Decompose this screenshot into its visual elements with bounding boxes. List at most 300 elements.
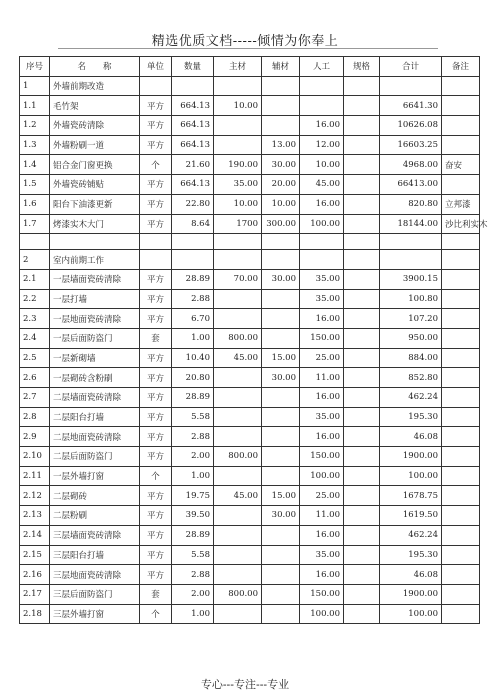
cell-aux-material [262,116,300,136]
cell-name: 室内前期工作 [50,250,140,270]
cell-index: 2.2 [20,289,50,309]
cell-index: 2.3 [20,309,50,329]
cell-quantity: 1.00 [172,328,214,348]
cell-spec [344,565,380,585]
cell-index: 2.5 [20,348,50,368]
table-row [20,407,480,427]
cell-name: 二层后面防盗门 [50,447,140,467]
cell-total: 10626.08 [380,116,442,136]
cell-main-material [214,604,262,624]
cell-name: 外墙粉刷一道 [50,135,140,155]
cell-spec [344,76,380,96]
table-row [20,525,480,545]
cell-quantity [172,76,214,96]
cell-remark [442,466,480,486]
cell-name: 烤漆实木大门 [50,214,140,234]
cell-labor: 16.00 [300,388,344,408]
cell-name: 外墙前期改造 [50,76,140,96]
cell-aux-material [262,309,300,329]
table-row [20,506,480,526]
cell-main-material: 10.00 [214,96,262,116]
cell-main-material [214,506,262,526]
cell-name: 三层后面防盗门 [50,584,140,604]
cell-main-material: 45.00 [214,348,262,368]
cell-main-material: 800.00 [214,328,262,348]
cell-main-material [214,234,262,250]
table-row [20,328,480,348]
cell-unit: 个 [140,155,172,175]
cell-total [380,234,442,250]
cell-aux-material: 30.00 [262,506,300,526]
cell-name: 二层地面瓷砖清除 [50,427,140,447]
cell-remark [442,348,480,368]
cell-total: 100.80 [380,289,442,309]
cell-name: 一层后面防盗门 [50,328,140,348]
col-header-index: 序号 [20,57,50,77]
cell-labor: 35.00 [300,545,344,565]
cell-labor [300,250,344,270]
cell-aux-material [262,584,300,604]
table-body [20,76,488,624]
cell-main-material: 10.00 [214,194,262,214]
page-footer: 专心---专注---专业 [200,678,290,691]
cell-remark [442,604,480,624]
cell-aux-material: 10.00 [262,194,300,214]
cell-labor: 16.00 [300,525,344,545]
table-row [20,194,480,214]
cell-spec [344,368,380,388]
cell-remark [442,328,480,348]
cell-quantity: 21.60 [172,155,214,175]
table-row [20,368,480,388]
cell-main-material [214,545,262,565]
col-header-remark: 备注 [442,57,480,77]
cell-unit: 平方 [140,388,172,408]
table-row [20,135,480,155]
cell-labor: 45.00 [300,175,344,195]
col-header-quantity: 数量 [172,57,214,77]
cell-total [380,76,442,96]
cell-name: 外墙瓷砖铺贴 [50,175,140,195]
cell-unit: 平方 [140,194,172,214]
cell-index: 2.15 [20,545,50,565]
cell-quantity: 39.50 [172,506,214,526]
cell-remark [442,76,480,96]
cell-spec [344,214,380,234]
cell-labor: 11.00 [300,368,344,388]
cell-aux-material [262,565,300,585]
cell-total: 46.08 [380,565,442,585]
table-row [20,388,480,408]
cell-quantity: 2.88 [172,427,214,447]
cell-index: 2.18 [20,604,50,624]
col-header-aux-material: 辅材 [262,57,300,77]
cell-labor: 25.00 [300,486,344,506]
cell-aux-material: 30.00 [262,368,300,388]
cell-index: 2.16 [20,565,50,585]
cell-aux-material [262,466,300,486]
cell-main-material: 70.00 [214,269,262,289]
cell-name: 一层打墙 [50,289,140,309]
cell-main-material [214,309,262,329]
cell-remark [442,506,480,526]
cell-quantity: 8.64 [172,214,214,234]
cell-index: 2.8 [20,407,50,427]
cell-labor: 16.00 [300,309,344,329]
cell-main-material: 800.00 [214,447,262,467]
cell-aux-material: 13.00 [262,135,300,155]
cell-index: 1.7 [20,214,50,234]
cell-aux-material [262,96,300,116]
cell-main-material [214,565,262,585]
cell-remark [442,427,480,447]
cell-unit: 平方 [140,135,172,155]
cell-total: 1900.00 [380,447,442,467]
cell-main-material: 1700 [214,214,262,234]
cell-quantity: 19.75 [172,486,214,506]
cell-index: 1.4 [20,155,50,175]
cell-labor: 10.00 [300,155,344,175]
cell-total: 462.24 [380,525,442,545]
cell-main-material: 800.00 [214,584,262,604]
cell-labor: 16.00 [300,116,344,136]
cell-unit: 平方 [140,545,172,565]
cell-labor: 11.00 [300,506,344,526]
cell-labor [300,96,344,116]
cell-index: 2.12 [20,486,50,506]
cell-spec [344,250,380,270]
cell-labor: 150.00 [300,584,344,604]
col-header-name: 名 称 [50,57,140,77]
cell-main-material [214,76,262,96]
cell-aux-material [262,76,300,96]
page-header: 精选优质文档-----倾情为你奉上 [151,34,339,49]
cell-spec [344,194,380,214]
col-header-spec: 规格 [344,57,380,77]
table-row [20,309,480,329]
table-row [20,466,480,486]
cell-remark [442,388,480,408]
cell-aux-material [262,289,300,309]
cell-quantity [172,250,214,270]
cell-unit: 平方 [140,447,172,467]
cell-unit: 平方 [140,525,172,545]
cell-main-material [214,289,262,309]
cell-name: 三层地面瓷砖清除 [50,565,140,585]
cell-unit [140,234,172,250]
cell-spec [344,234,380,250]
cell-quantity: 2.88 [172,565,214,585]
cell-spec [344,388,380,408]
col-header-total: 合计 [380,57,442,77]
cell-total: 1619.50 [380,506,442,526]
table-row [20,250,480,270]
cell-quantity: 664.13 [172,135,214,155]
table-row [20,604,480,624]
cell-labor: 150.00 [300,447,344,467]
cell-spec [344,96,380,116]
cell-main-material [214,466,262,486]
cell-name: 二层阳台打墙 [50,407,140,427]
table-row [20,486,480,506]
cell-quantity: 664.13 [172,96,214,116]
cell-remark: 沙比利实木 [442,214,480,234]
cell-remark [442,565,480,585]
cell-total: 66413.00 [380,175,442,195]
cell-spec [344,116,380,136]
cell-unit: 平方 [140,368,172,388]
table-row [20,348,480,368]
cell-quantity: 10.40 [172,348,214,368]
cell-quantity: 28.89 [172,269,214,289]
cell-remark [442,175,480,195]
cell-main-material: 45.00 [214,486,262,506]
cell-total: 46.08 [380,427,442,447]
cell-total: 107.20 [380,309,442,329]
cell-name: 一层砌砖含粉刷 [50,368,140,388]
cell-total: 195.30 [380,545,442,565]
cell-name: 毛竹架 [50,96,140,116]
table-row [20,427,480,447]
cell-remark [442,368,480,388]
cell-unit [140,76,172,96]
cell-total: 1900.00 [380,584,442,604]
cell-remark [442,309,480,329]
cell-labor: 16.00 [300,194,344,214]
cell-name: 三层阳台打墙 [50,545,140,565]
cell-index: 1 [20,76,50,96]
cell-spec [344,309,380,329]
cell-spec [344,447,380,467]
cell-index: 2.10 [20,447,50,467]
table-row [20,289,480,309]
cell-spec [344,525,380,545]
cell-spec [344,506,380,526]
cell-remark [442,135,480,155]
cell-remark [442,545,480,565]
cell-main-material [214,388,262,408]
cell-spec [344,135,380,155]
cell-unit: 平方 [140,214,172,234]
col-header-main-material: 主材 [214,57,262,77]
cell-name: 一层地面瓷砖清除 [50,309,140,329]
cell-name: 二层墙面瓷砖清除 [50,388,140,408]
cell-total: 3900.15 [380,269,442,289]
cell-index: 2 [20,250,50,270]
cell-unit: 平方 [140,309,172,329]
cell-name: 三层墙面瓷砖清除 [50,525,140,545]
cell-main-material: 35.00 [214,175,262,195]
cell-main-material: 190.00 [214,155,262,175]
cell-name: 二层粉刷 [50,506,140,526]
cell-aux-material [262,447,300,467]
cell-remark [442,250,480,270]
cell-spec [344,407,380,427]
cell-index: 2.1 [20,269,50,289]
cell-main-material [214,135,262,155]
table-header-row [20,57,480,77]
cell-index: 2.7 [20,388,50,408]
cell-name: 铝合金门窗更换 [50,155,140,175]
cell-aux-material: 30.00 [262,269,300,289]
cell-quantity: 20.80 [172,368,214,388]
cell-name [50,234,140,250]
table-row [20,584,480,604]
cell-unit: 平方 [140,175,172,195]
cell-quantity: 664.13 [172,116,214,136]
cell-unit: 平方 [140,506,172,526]
table-row [20,116,480,136]
header-divider [58,48,438,49]
cell-aux-material [262,427,300,447]
cell-labor: 100.00 [300,604,344,624]
cell-unit: 个 [140,604,172,624]
cell-aux-material [262,328,300,348]
cell-index: 1.3 [20,135,50,155]
cell-name: 一层墙面瓷砖清除 [50,269,140,289]
cell-remark: 立邦漆 [442,194,480,214]
cell-quantity: 2.00 [172,447,214,467]
cell-remark [442,234,480,250]
cell-quantity: 1.00 [172,466,214,486]
cell-labor: 35.00 [300,269,344,289]
cell-unit [140,250,172,270]
cell-remark: 奋安 [442,155,480,175]
cell-name: 一层新砌墙 [50,348,140,368]
cell-spec [344,584,380,604]
cell-total: 195.30 [380,407,442,427]
cell-unit: 平方 [140,486,172,506]
table-row [20,565,480,585]
cell-quantity: 5.58 [172,545,214,565]
cell-spec [344,175,380,195]
cell-quantity: 6.70 [172,309,214,329]
cell-aux-material [262,407,300,427]
cell-total: 884.00 [380,348,442,368]
cell-aux-material [262,388,300,408]
cell-aux-material: 30.00 [262,155,300,175]
cell-main-material [214,368,262,388]
cell-spec [344,348,380,368]
table-row [20,214,480,234]
cell-total: 820.80 [380,194,442,214]
cell-main-material [214,407,262,427]
table-row [20,269,480,289]
table-row [20,76,480,96]
cell-aux-material [262,525,300,545]
cell-labor: 16.00 [300,427,344,447]
cell-remark [442,584,480,604]
cell-quantity: 22.80 [172,194,214,214]
cell-total [380,250,442,270]
cell-name: 二层砌砖 [50,486,140,506]
cell-labor [300,234,344,250]
cell-total: 4968.00 [380,155,442,175]
cell-remark [442,447,480,467]
cell-labor: 25.00 [300,348,344,368]
cell-name: 三层外墙打窗 [50,604,140,624]
cell-remark [442,486,480,506]
cell-name: 一层外墙打窗 [50,466,140,486]
cell-total: 6641.30 [380,96,442,116]
cell-spec [344,155,380,175]
cell-spec [344,604,380,624]
cell-index: 1.1 [20,96,50,116]
cell-aux-material: 15.00 [262,348,300,368]
cell-labor: 100.00 [300,466,344,486]
cell-unit: 平方 [140,289,172,309]
cell-spec [344,427,380,447]
cell-unit: 个 [140,466,172,486]
cell-spec [344,545,380,565]
cell-main-material [214,250,262,270]
cell-aux-material: 15.00 [262,486,300,506]
cell-index: 2.9 [20,427,50,447]
cell-labor: 12.00 [300,135,344,155]
col-header-unit: 单位 [140,57,172,77]
cell-index: 2.11 [20,466,50,486]
cell-aux-material: 300.00 [262,214,300,234]
cell-total: 100.00 [380,466,442,486]
cell-spec [344,289,380,309]
cell-index: 2.13 [20,506,50,526]
cell-unit: 平方 [140,348,172,368]
cell-labor: 16.00 [300,565,344,585]
cell-unit: 平方 [140,96,172,116]
cell-index: 2.17 [20,584,50,604]
table-row [20,175,480,195]
cell-index: 1.2 [20,116,50,136]
cell-quantity: 5.58 [172,407,214,427]
cell-total: 1678.75 [380,486,442,506]
cell-total: 462.24 [380,388,442,408]
cell-unit: 平方 [140,116,172,136]
cell-labor: 100.00 [300,214,344,234]
cell-spec [344,328,380,348]
cell-labor: 35.00 [300,289,344,309]
cell-total: 950.00 [380,328,442,348]
cell-total: 18144.00 [380,214,442,234]
cell-labor [300,76,344,96]
cell-quantity: 2.88 [172,289,214,309]
cell-labor: 35.00 [300,407,344,427]
cell-index: 2.14 [20,525,50,545]
cell-quantity: 28.89 [172,388,214,408]
cell-total: 100.00 [380,604,442,624]
cell-remark [442,116,480,136]
cell-main-material [214,116,262,136]
cell-spec [344,269,380,289]
cell-quantity: 1.00 [172,604,214,624]
table-row [20,234,480,250]
cell-main-material [214,525,262,545]
cell-remark [442,269,480,289]
table-row [20,447,480,467]
cell-unit: 套 [140,584,172,604]
cell-unit: 平方 [140,427,172,447]
cell-total: 16603.25 [380,135,442,155]
cell-name: 阳台下油漆更新 [50,194,140,214]
cell-unit: 平方 [140,269,172,289]
cell-aux-material [262,250,300,270]
cell-spec [344,466,380,486]
cell-main-material [214,427,262,447]
cell-spec [344,486,380,506]
table-row [20,545,480,565]
cell-unit: 平方 [140,565,172,585]
cell-remark [442,96,480,116]
cell-quantity [172,234,214,250]
